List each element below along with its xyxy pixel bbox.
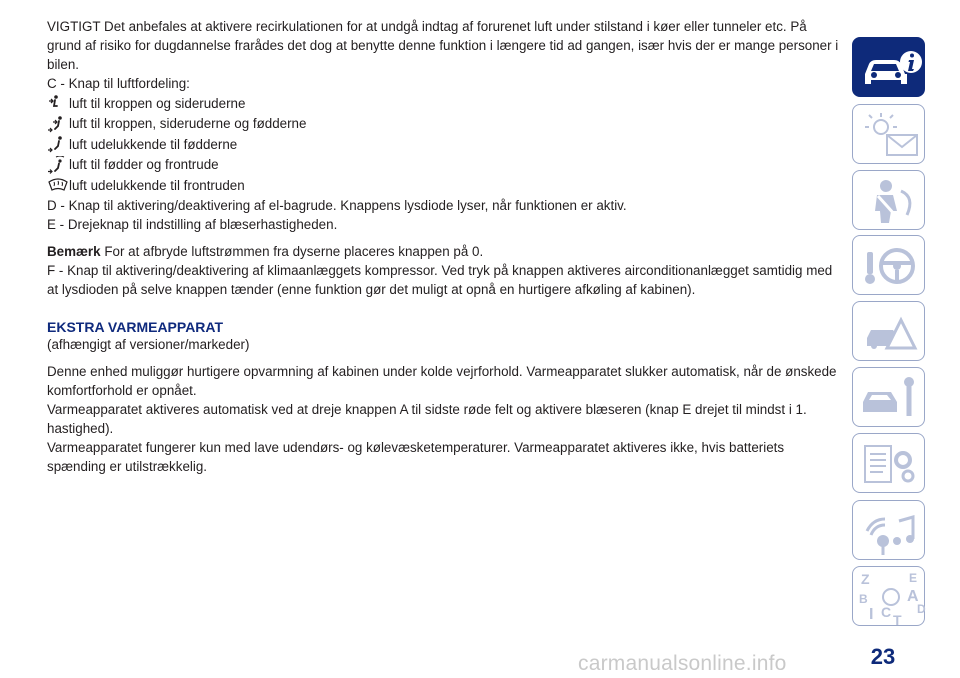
- alphabetical-index-icon: [853, 567, 926, 627]
- technical-data-icon: [853, 434, 926, 494]
- tab-technical-data[interactable]: [852, 433, 925, 493]
- car-maintenance-icon: [853, 368, 926, 428]
- important-note: VIGTIGT Det anbefales at aktivere recirkulationen for at undgå indtag af forurenet luft under stilstand i køer eller tunneler etc. På grund af risiko for dugdannelse frarådes det dog at benytte denne funktion i længere tid ad gangen, især hvis der er mange personer i bilen.: [47, 19, 839, 72]
- air-to-feet-icon: [47, 135, 69, 153]
- watermark: carmanualsonline.info: [578, 652, 787, 675]
- knob-c-heading: C - Knap til luftfordeling:: [47, 76, 190, 91]
- tab-emergency[interactable]: [852, 301, 925, 361]
- index-letter: A: [907, 588, 919, 605]
- note-text: For at afbryde luftstrømmen fra dyserne placeres knappen på 0.: [104, 243, 484, 259]
- air-to-body-feet-icon: [47, 115, 69, 133]
- index-letter: T: [893, 612, 902, 627]
- multimedia-icon: [853, 501, 926, 561]
- list-item: luft til kroppen og sideruderne: [47, 93, 842, 114]
- heater-paragraph-2: Varmeapparatet aktiveres automatisk ved at dreje knappen A til sidste røde felt og aktivere blæseren (knap E drejet til mindst i 1. hastighed).: [47, 401, 807, 436]
- index-letter: D: [917, 602, 926, 616]
- tab-maintenance[interactable]: [852, 367, 925, 427]
- index-letter: B: [859, 592, 868, 606]
- knob-d-text: D - Knap til aktivering/deaktivering af el-bagrude. Knappens lysdiode lyser, når funktionen er aktiv.: [47, 197, 627, 213]
- list-item: luft til fødder og frontrude: [47, 155, 842, 176]
- page-number: 23: [870, 644, 896, 669]
- key-steering-wheel-icon: [853, 236, 926, 296]
- tab-car-info[interactable]: [852, 37, 925, 97]
- list-item: luft udelukkende til fødderne: [47, 134, 842, 155]
- seat-belt-airbag-icon: [853, 171, 926, 231]
- air-to-feet-windscreen-icon: [47, 156, 69, 174]
- section-title: EKSTRA VARMEAPPARAT: [47, 318, 224, 335]
- main-content: [47, 17, 842, 476]
- index-letter: Z: [861, 571, 870, 587]
- heater-paragraph-1: Denne enhed muliggør hurtigere opvarmning af kabinen under kolde vejrforhold. Varmeapparatet slukker automatisk, når de ønskede komfortforhold er opnået.: [47, 363, 837, 398]
- index-letter: I: [869, 606, 874, 623]
- index-letter: C: [881, 604, 892, 620]
- tab-safety[interactable]: [852, 170, 925, 230]
- list-item: luft udelukkende til frontruden: [47, 175, 842, 196]
- heater-paragraph-3: Varmeapparatet fungerer kun med lave udendørs- og kølevæsketemperaturer. Varmeapparatet aktiveres ikke, hvis batteriets spænding er utilstrækkelig.: [47, 439, 785, 474]
- tab-multimedia[interactable]: [852, 500, 925, 560]
- windscreen-defrost-icon: [47, 176, 69, 194]
- note-label: Bemærk: [47, 243, 101, 259]
- air-distribution-list: [47, 93, 842, 196]
- knob-e-text: E - Drejeknap til indstilling af blæserhastigheden.: [47, 216, 338, 232]
- air-to-body-icon: [47, 94, 69, 112]
- tab-starting-driving[interactable]: [852, 235, 925, 295]
- index-letter: E: [909, 571, 918, 585]
- breakdown-warning-icon: [853, 302, 926, 362]
- tab-index[interactable]: [852, 566, 925, 626]
- list-item: luft til kroppen, sideruderne og fødderne: [47, 114, 842, 135]
- section-subtitle: (afhængigt af versioner/markeder): [47, 336, 250, 352]
- tab-warning-lights[interactable]: [852, 104, 925, 164]
- knob-f-text: F - Knap til aktivering/deaktivering af klimaanlæggets kompressor. Ved tryk på knappen aktiveres airconditionanlægget samtidig med at lysdioden på selve knappen tænder (enne funktion gør det muligt at opnå en hurtigere afkøling af kabinen).: [47, 262, 833, 297]
- car-info-icon: [853, 38, 926, 98]
- warning-light-message-icon: [853, 105, 926, 165]
- note: [47, 242, 842, 261]
